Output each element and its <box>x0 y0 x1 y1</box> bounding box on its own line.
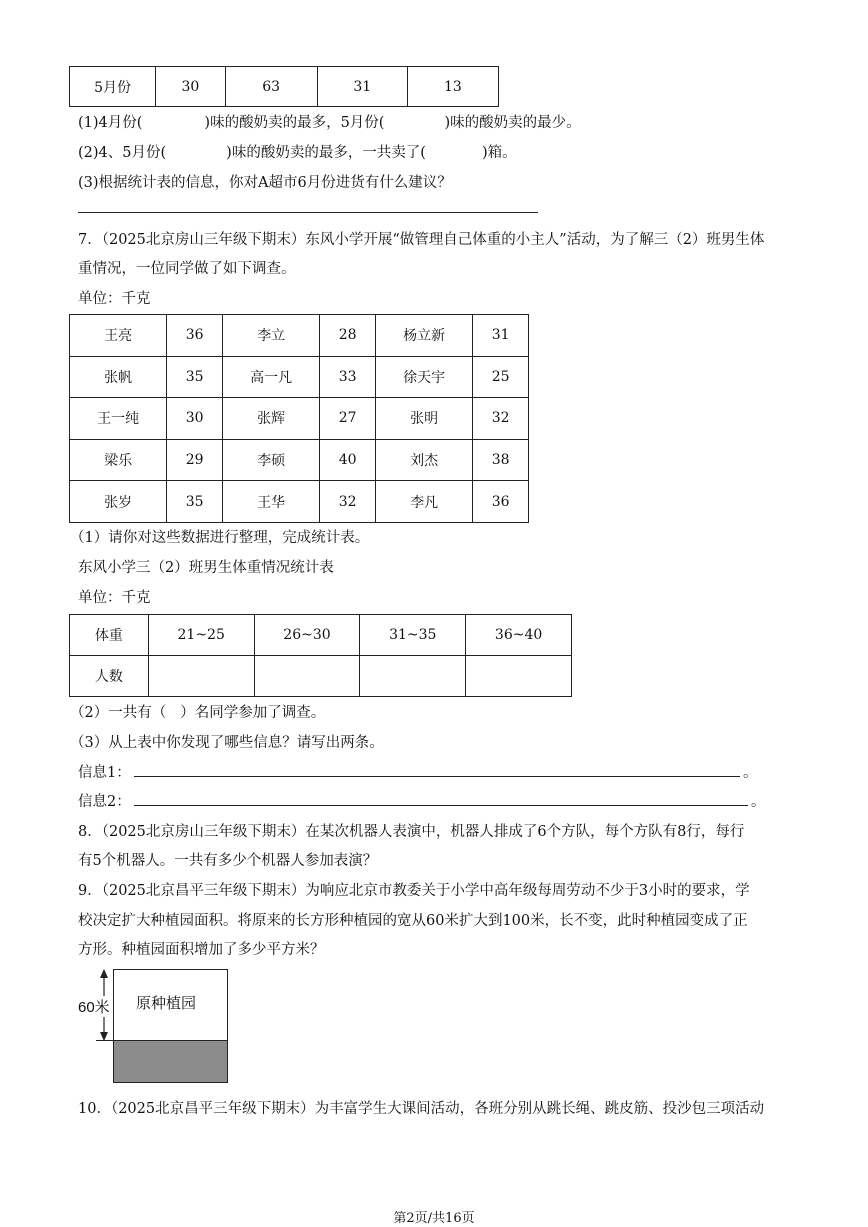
page-number: 第2页/共16页 <box>393 1211 475 1226</box>
info1-label: 信息1： <box>78 765 131 781</box>
table-row: 王一纯 30 张辉 27 张明 32 <box>70 398 529 440</box>
arrow-down-icon <box>100 1032 108 1041</box>
q7-unit: 单位：千克 <box>78 291 151 307</box>
blank-cell <box>466 656 572 697</box>
info1-answer-line <box>134 776 740 777</box>
q6-sub2: (2)4、5月份( )味的酸奶卖的最多，一共卖了( )箱。 <box>78 145 517 161</box>
q9-line1: 9．（2025北京昌平三年级下期末）为响应北京市教委关于小学中高年级每周劳动不少于3小时的要求，学 <box>78 883 750 899</box>
may-value-cell: 30 <box>156 67 225 107</box>
table-row: 梁乐 29 李硕 40 刘杰 38 <box>70 439 529 481</box>
table-row: 体重 21~25 26~30 31~35 36~40 <box>70 615 572 656</box>
q8-line1: 8．（2025北京房山三年级下期末）在某次机器人表演中，机器人排成了6个方队，每个方队有8行，每行 <box>78 824 745 840</box>
q6-sub3: (3)根据统计表的信息，你对A超市6月份进货有什么建议？ <box>78 175 452 191</box>
q10-line1: 10．（2025北京昌平三年级下期末）为丰富学生大课间活动，各班分别从跳长绳、跳皮筋、投沙包三项活动 <box>78 1101 765 1117</box>
weight-stat-table <box>69 614 572 697</box>
stat-table-title: 东风小学三（2）班男生体重情况统计表 <box>78 560 334 576</box>
info1-period: 。 <box>743 765 758 781</box>
blank-cell <box>148 656 254 697</box>
table-row: 张帆 35 高一凡 33 徐天宇 25 <box>70 356 529 398</box>
answer-line <box>78 212 538 213</box>
q7-line1: 7．（2025北京房山三年级下期末）东风小学开展“做管理自己体重的小主人”活动，为了解三（2）班男生体 <box>78 232 765 248</box>
may-label-cell: 5月份 <box>70 67 156 107</box>
may-value-cell: 63 <box>225 67 317 107</box>
blank-cell <box>254 656 360 697</box>
info2-period: 。 <box>751 794 766 810</box>
q9-line2: 校决定扩大种植园面积。将原来的长方形种植园的宽从60米扩大到100米，长不变，此时种植园变成了正 <box>78 913 748 929</box>
dimension-label: 60米 <box>78 996 110 1017</box>
q7-sub2: （2）一共有（ ）名同学参加了调查。 <box>70 705 326 721</box>
expanded-area-rect <box>114 1041 228 1083</box>
original-garden-label: 原种植园 <box>136 994 197 1012</box>
may-row-table <box>69 66 499 107</box>
q7-sub3: （3）从上表中你发现了哪些信息？请写出两条。 <box>70 735 384 751</box>
q8-line2: 有5个机器人。一共有多少个机器人参加表演？ <box>78 853 378 869</box>
q7-line2: 重情况，一位同学做了如下调查。 <box>78 261 296 277</box>
garden-diagram <box>78 966 238 1086</box>
info2-label: 信息2： <box>78 794 131 810</box>
table-row: 王亮 36 李立 28 杨立新 31 <box>70 315 529 357</box>
q7-unit2: 单位：千克 <box>78 590 151 606</box>
blank-cell <box>360 656 466 697</box>
info2-answer-line <box>134 805 748 806</box>
q7-sub1: （1）请你对这些数据进行整理，完成统计表。 <box>70 530 370 546</box>
arrow-up-icon <box>100 969 108 978</box>
q6-sub1: (1)4月份( )味的酸奶卖的最多，5月份( )味的酸奶卖的最少。 <box>78 115 581 131</box>
raw-weight-table <box>69 314 529 523</box>
table-row: 人数 <box>70 656 572 697</box>
table-row: 张岁 35 王华 32 李凡 36 <box>70 481 529 523</box>
garden-figure <box>78 966 238 1086</box>
may-value-cell: 13 <box>407 67 498 107</box>
may-value-cell: 31 <box>317 67 407 107</box>
q9-line3: 方形。种植园面积增加了多少平方米？ <box>78 942 325 958</box>
